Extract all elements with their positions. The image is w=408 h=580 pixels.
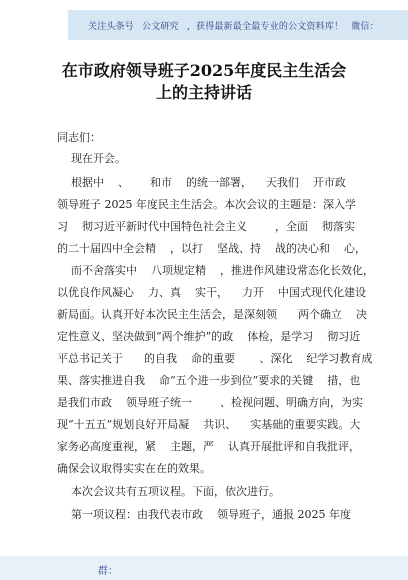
body-line: 是我们市政 领导班子统一 、检视问题、明确方向，为实: [57, 396, 363, 409]
body-line: 本次会议共有五项议程。下面，依次进行。: [57, 485, 280, 498]
body-line: 根据中 、 和市 的统一部署， 天我们 开市政: [57, 176, 346, 189]
body-line: 的二十届四中全会精 ，以打 坚战、持 战的决心和 心，: [57, 242, 366, 255]
salutation: 同志们：: [57, 131, 101, 144]
top-banner: [68, 10, 408, 40]
footer-group-label: 群：: [98, 566, 118, 577]
body-line: 而不舍落实中 八项规定精 ，推进作风建设常态化长效化，: [57, 264, 374, 277]
body-line: 家务必高度重视，紧 主题，严 认真开展批评和自我批评，: [57, 440, 360, 453]
body-line: 定性意义、坚决做到“两个维护”的政 体检，是学习 彻习近: [57, 330, 361, 343]
banner-segment-wechat: 微信：: [351, 21, 379, 32]
body-line: 平总书记关于 的自我 命的重要 、深化 纪学习教育成: [57, 352, 373, 365]
body-line: 现在开会。: [57, 152, 126, 165]
body-line: 习 彻习近平新时代中国特色社会主义 ，全面 彻落实: [57, 220, 355, 233]
body-line: 以优良作风凝心 力、真 实干， 力开 中国式现代化建设: [57, 286, 366, 299]
document-title-line-1: 在市政府领导班子2025年度民主生活会: [61, 61, 347, 80]
body-line: 现“十五五”规划良好开局凝 共识、 实基础的重要实践。大: [57, 418, 361, 431]
banner-segment-follow: 关注头条号: [88, 21, 135, 32]
body-line: 第一项议程：由我代表市政 领导班子，通报 2025 年度: [57, 508, 351, 521]
document-title: [40, 60, 368, 104]
banner-segment-account: 公文研究: [142, 21, 179, 32]
body-line: 果、落实推进自我 命“五个进一步到位”要求的关键 措，也: [57, 374, 361, 387]
document-title-line-2: 上的主持讲话: [155, 83, 252, 102]
banner-segment-slogan: ，获得最新最全最专业的公文资料库！: [186, 21, 344, 32]
body-line: 新局面。认真开好本次民主生活会，是深刻领 两个确立 决: [57, 308, 367, 321]
body-line: 确保会议取得实实在在的效果。: [57, 462, 211, 475]
body-line: 领导班子 2025 年度民主生活会。本次会议的主题是：深入学: [57, 198, 356, 211]
footer-banner: [0, 556, 408, 580]
